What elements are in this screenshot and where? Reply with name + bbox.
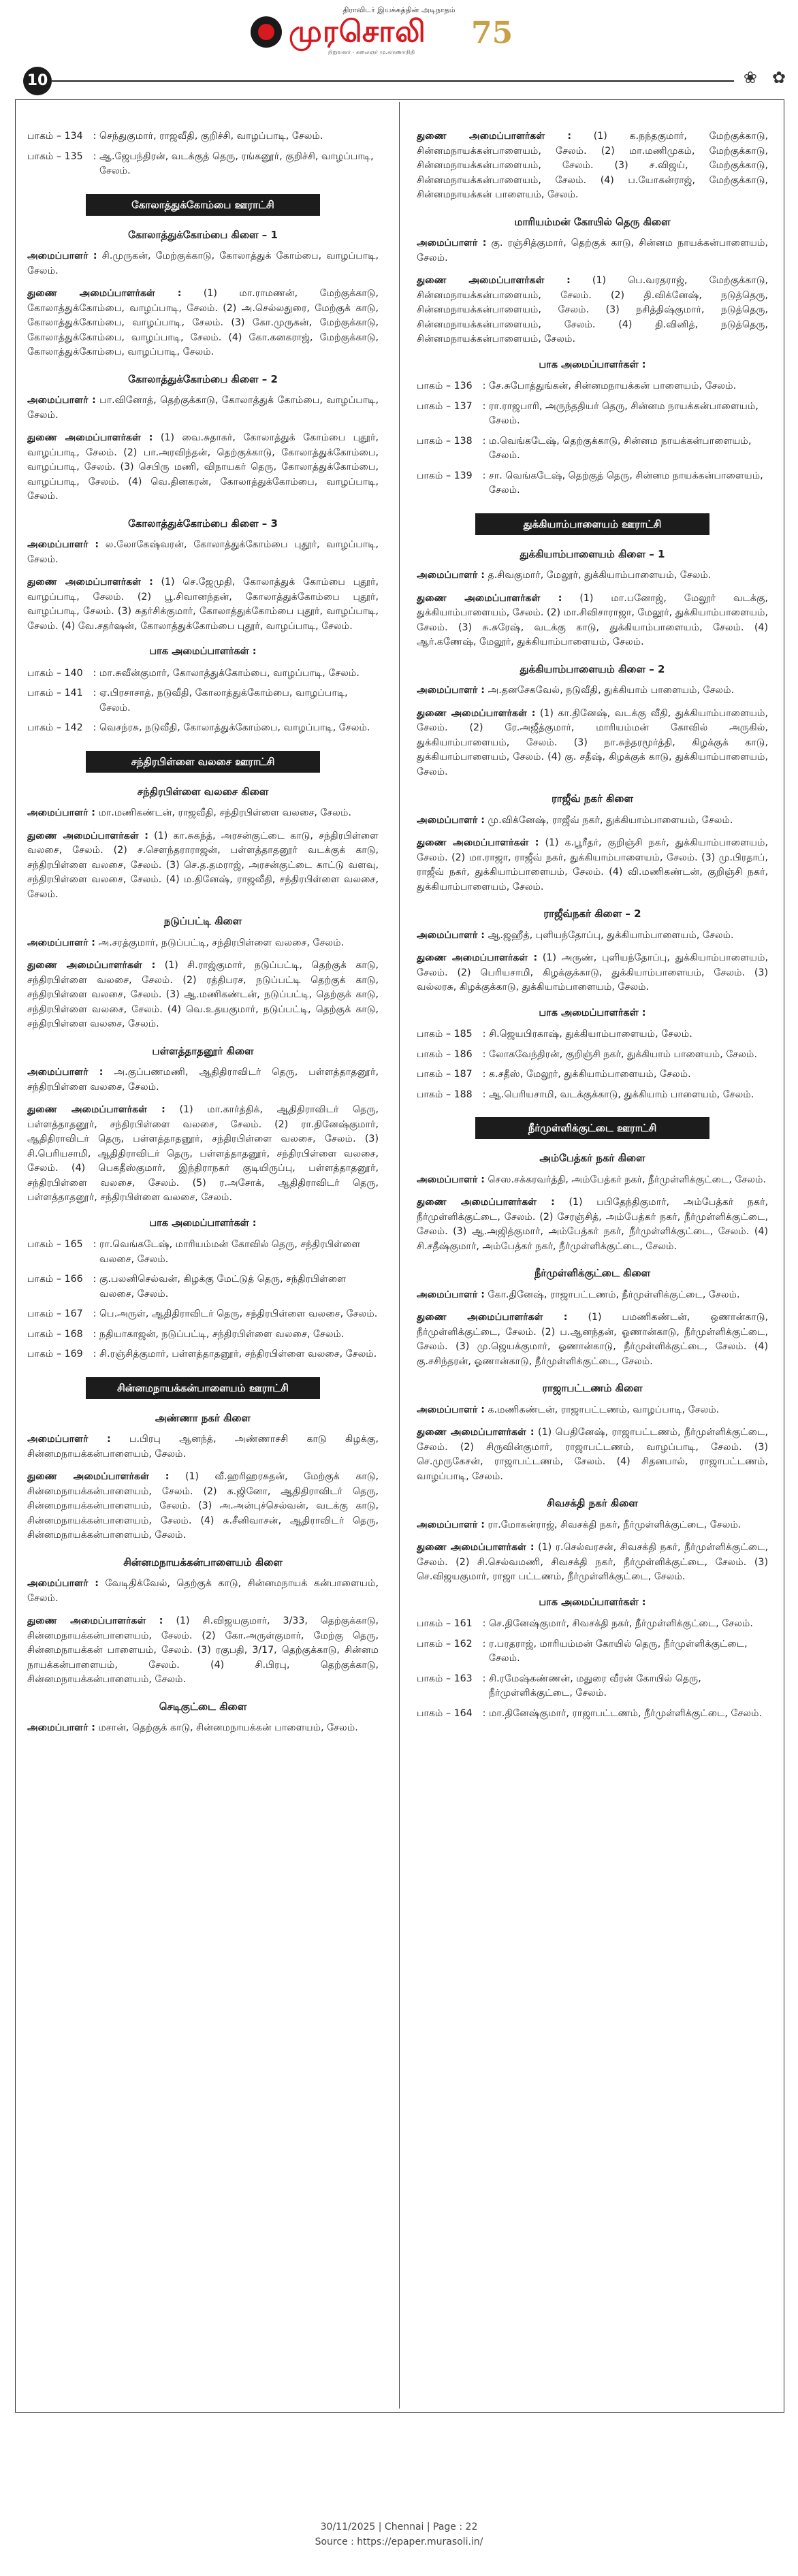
right-column bbox=[417, 129, 768, 1726]
booth-value: சி.ரமேஷ்கண்ணன், மதுரை வீரன் கோயில் தெரு, நீர்முள்ளிக்குட்டை, சேலம். bbox=[489, 1673, 701, 1698]
role-label: அமைப்பாளர் : bbox=[27, 937, 95, 948]
panchayat-heading: துக்கியாம்பாளையம் ஊராட்சி bbox=[475, 513, 709, 535]
ornament-icon-2: ✿ bbox=[771, 68, 786, 87]
separator: : bbox=[482, 1707, 486, 1719]
role-label: துணை அமைப்பாளர்கள் : bbox=[417, 592, 562, 604]
role-label: துணை அமைப்பாளர்கள் : bbox=[27, 432, 153, 443]
separator: : bbox=[93, 150, 97, 162]
organiser-details: (1) வீ.ஹரிஹரசுதன், மேற்குக் காடு, சின்னமநாயக்கன்பாளையம், சேலம். (2) க.ஜினோ, ஆதிதிராவிடர் தெரு, சின்னமநாயக்கன்பாளையம், சேலம். (3) அ.அன்புச்செல்வன், வடக்கு காடு, சின்னமநாயக்கன்பாளையம், சேலம். (4) சு.சீனிவாசன், ஆதிராவிடர் தெரு, சின்னமநாயக்கன்பாளையம், சேலம். bbox=[27, 1471, 379, 1541]
branch-heading: நீர்முள்ளிக்குட்டை கிளை bbox=[534, 1267, 651, 1279]
separator: : bbox=[482, 435, 486, 447]
organiser-entry bbox=[417, 236, 768, 265]
role-label: அமைப்பாளர் : bbox=[417, 929, 485, 941]
role-label: துணை அமைப்பாளர்கள் : bbox=[27, 288, 182, 299]
role-label: அமைப்பாளர் : bbox=[417, 570, 485, 581]
separator: : bbox=[482, 470, 486, 481]
branch-heading: துக்கியாம்பாளையம் கிளை – 1 bbox=[520, 547, 665, 560]
role-label: அமைப்பாளர் : bbox=[27, 1578, 99, 1589]
separator: : bbox=[482, 381, 486, 391]
organiser-entry bbox=[417, 1518, 768, 1533]
organiser-details: மு.விக்னேஷ், ராஜீவ் நகர், துக்கியாம்பாளையம், சேலம். bbox=[488, 814, 733, 826]
column-divider bbox=[399, 102, 400, 2409]
section-subheading: பாக அமைப்பாளர்கள் : bbox=[149, 646, 257, 657]
branch-heading: கோலாத்துக்கோம்பை கிளை – 3 bbox=[128, 517, 278, 530]
newspaper-logo[interactable] bbox=[246, 15, 546, 53]
role-label: துணை அமைப்பாளர்கள் : bbox=[417, 131, 571, 142]
booth-entry bbox=[417, 379, 768, 394]
branch-heading: சிவசக்தி நகர் கிளை bbox=[547, 1497, 638, 1509]
anniversary-badge: 75 bbox=[471, 16, 513, 50]
booth-label: பாகம் – 186 bbox=[417, 1048, 473, 1060]
organiser-details: த.சிவகுமார், மேலூர், துக்கியாம்பாளையம், சேலம். bbox=[488, 570, 712, 581]
organiser-entry bbox=[27, 806, 379, 821]
role-label: அமைப்பாளர் : bbox=[417, 1289, 485, 1300]
section-subheading: பாக அமைப்பாளர்கள் : bbox=[539, 1596, 646, 1608]
role-label: அமைப்பாளர் : bbox=[417, 1404, 485, 1415]
booth-label: பாகம் – 138 bbox=[417, 435, 473, 447]
organiser-entry bbox=[27, 936, 379, 951]
organiser-entry bbox=[417, 1310, 768, 1369]
role-label: அமைப்பாளர் : bbox=[27, 1067, 103, 1078]
booth-entry bbox=[417, 1707, 768, 1722]
organiser-details: கோ.தினேஷ், ராஜாபட்டணம், நீர்முள்ளிக்குட்டை, சேலம். bbox=[488, 1289, 740, 1300]
organiser-details: சி.முருகன், மேற்குக்காடு, கோலாத்துக் கோம்பை, வாழப்பாடி, சேலம். bbox=[27, 251, 379, 276]
separator: : bbox=[482, 1618, 486, 1629]
booth-label: பாகம் – 167 bbox=[27, 1308, 83, 1319]
booth-entry bbox=[417, 469, 768, 498]
organiser-entry bbox=[27, 1721, 379, 1736]
organiser-details: அ.குப்பணமணி, ஆதிதிராவிடர் தெரு, பள்ளத்தாதனூர், சந்திரபிள்ளை வலசை, சேலம். bbox=[27, 1067, 379, 1093]
role-label: அமைப்பாளர் : bbox=[27, 1434, 111, 1445]
organiser-details: (1) மா.பனோஜ், மேலூர் வடக்கு, துக்கியாம்பாளையம், சேலம். (2) மா.சிவிசாராஜா, மேலூர், துக்கியாம்பாளையம், சேலம். (3) சு.சுரேஷ், வடக்கு காடு, துக்கியாம்பாளையம், சேலம். (4) ஆர்.கணேஷ், மேலூர், துக்கியாம்பாளையம், சேலம். bbox=[417, 592, 768, 647]
booth-value: ரா.ராஜபாரி, அருந்ததியர் தெரு, சின்னம நாயக்கன்பாளையம், சேலம். bbox=[489, 400, 759, 426]
organiser-entry bbox=[417, 568, 768, 583]
organiser-details: பா.வினோத், தெற்குக்காடு, கோலாத்துக் கோம்பை, வாழப்பாடி, சேலம். bbox=[27, 395, 379, 421]
organiser-details: (1) க.நந்தகுமார், மேற்குக்காடு, சின்னமநாயக்கன்பாளையம், சேலம். (2) மா.மணிமுகம், மேற்குக்காடு, சின்னமநாயக்கன்பாளையம், சேலம். (3) ச.விஜய், மேற்குக்காடு, சின்னமநாயக்கன்பாளையம், சேலம். (4) ப.யோகன்ராஜ், மேற்குக்காடு, சின்னமநாயக்கன் பாளையம், சேலம். bbox=[417, 131, 768, 200]
organiser-details: (1) மா.ராமணன், மேற்குக்காடு, கோலாத்துக்கோம்பை, வாழப்பாடி, சேலம். (2) அ.செல்லதுரை, மேற்குக் காடு, கோலாத்துக்கோம்பை, வாழப்பாடி, சேலம். (3) கோ.முருகன், மேற்குக்காடு, கோலாத்துக்கோம்பை, வாழப்பாடி, சேலம். (4) கோ.கனகராஜ், மேற்குக்காடு, கோலாத்துக்கோம்பை, வாழப்பாடி, சேலம். bbox=[27, 288, 379, 357]
organiser-details: மா.மணிகண்டன், ராஜவீதி, சந்திரபிள்ளை வலசை, சேலம். bbox=[98, 807, 352, 818]
organiser-details: (1) பமணிகண்டன், ஒணான்காடு, நீர்முள்ளிக்குட்டை, சேலம். (2) ப.ஆனந்தன், ஓணான்காடு, நீர்முள்ளிக்குட்டை, சேலம். (3) மு.ஜெயக்குமார், ஓணான்காடு, நீர்முள்ளிக்குட்டை, சேலம். (4) கு.சசிந்தரன், ஓணான்காடு, நீர்முள்ளிக்குட்டை, சேலம். bbox=[417, 1312, 768, 1367]
organiser-details: மசான், தெற்குக் காடு, சின்னமநாயக்கன் பாளையம், சேலம். bbox=[98, 1722, 358, 1733]
booth-value: சே.சுபோத்துங்கன், சின்னமநாயக்கன் பாளையம், சேலம். bbox=[489, 381, 737, 391]
organiser-entry bbox=[27, 1103, 379, 1206]
booth-label: பாகம் – 134 bbox=[27, 131, 83, 142]
booth-value: சி.ஜெயபிரகாஷ், துக்கியாம்பாளையம், சேலம். bbox=[489, 1029, 692, 1040]
booth-label: பாகம் – 187 bbox=[417, 1069, 473, 1080]
booth-label: பாகம் – 137 bbox=[417, 400, 473, 412]
booth-entry bbox=[27, 129, 379, 144]
booth-label: பாகம் – 165 bbox=[27, 1239, 83, 1250]
organiser-entry bbox=[417, 1403, 768, 1418]
booth-label: பாகம் – 162 bbox=[417, 1638, 473, 1649]
booth-label: பாகம் – 139 bbox=[417, 470, 473, 481]
organiser-details: ப.பிரபு ஆனந்த், அண்ணாசசி காடு கிழக்கு, சின்னமநாயக்கன்பாளையம், சேலம். bbox=[27, 1434, 379, 1460]
booth-value: ஏ.பிரசாசாத், நடுவீதி, கோலாத்துக்கோம்பை, வாழப்பாடி, சேலம். bbox=[99, 688, 348, 713]
organiser-details: ஆ.ஜஹீத், புளியந்தோப்பு, துக்கியாம்பாளையம், சேலம். bbox=[488, 929, 734, 941]
organiser-entry bbox=[27, 1614, 379, 1688]
role-label: அமைப்பாளர் : bbox=[417, 1174, 485, 1185]
separator: : bbox=[482, 400, 486, 412]
section-subheading: பாக அமைப்பாளர்கள் : bbox=[149, 1217, 257, 1229]
booth-value: சி.ரஞ்சித்குமார், பள்ளத்தாதனூர், சந்திரபிள்ளை வலசை, சேலம். bbox=[99, 1349, 377, 1359]
organiser-details: (1) கா.சுகந்த், அரசன்குட்டை காடு, சந்திரபிள்ளை வலசை, சேலம். (2) ச.சௌந்தராராஜன், பள்ளத்தாதனூர் வடக்குக் காடு, சந்திரபிள்ளை வலசை, சேலம். (3) செ.த.தமராஜ், அரசன்குட்டை காட்டு வளவு, சந்திரபிள்ளை வலசை, சேலம். (4) ம.தினேஷ், ராஜவீதி, சந்திரபிள்ளை வலசை, சேலம். bbox=[27, 830, 379, 900]
booth-entry bbox=[417, 1067, 768, 1082]
logo-subtitle: நிறுவனர் - கலைஞர் மு.கருணாநிதி bbox=[328, 49, 415, 55]
separator: : bbox=[482, 1089, 486, 1100]
role-label: துணை அமைப்பாளர்கள் : bbox=[417, 275, 571, 286]
booth-entry bbox=[417, 434, 768, 464]
organiser-entry bbox=[27, 959, 379, 1032]
branch-heading: துக்கியாம்பாளையம் கிளை – 2 bbox=[520, 662, 665, 675]
branch-heading: அண்ணா நகர் கிளை bbox=[155, 1411, 251, 1424]
branch-heading: மாரியம்மன் கோயில் தெரு கிளை bbox=[514, 215, 671, 228]
masthead bbox=[0, 0, 798, 56]
sun-emblem-icon bbox=[251, 16, 282, 48]
role-label: துணை அமைப்பாளர்கள் : bbox=[417, 707, 536, 719]
branch-heading: அம்பேத்கர் நகர் கிளை bbox=[539, 1152, 645, 1164]
booth-entry bbox=[27, 686, 379, 715]
separator: : bbox=[93, 131, 97, 142]
branch-heading: நடுப்பட்டி கிளை bbox=[163, 915, 242, 927]
panchayat-heading: சந்திரபிள்ளை வலசை ஊராட்சி bbox=[86, 751, 320, 773]
logo-title: முரசொலி bbox=[289, 14, 426, 49]
separator: : bbox=[93, 1239, 97, 1250]
booth-value: ரா.வெங்கடேஷ், மாரியம்மன் கோவில் தெரு, சந்திரபிள்ளை வலசை, சேலம். bbox=[99, 1239, 361, 1265]
organiser-details: (1) ர.செல்வரசன், சிவசக்தி நகர், நீர்முள்ளிக்குட்டை, சேலம். (2) சி.செல்வமணி, சிவசக்தி நகர், நீர்முள்ளிக்குட்டை, சேலம். (3) செ.விஜயகுமார், ராஜா பட்டணம், நீர்முள்ளிக்குட்டை, சேலம். bbox=[417, 1542, 768, 1582]
booth-value: கு.பலனிசெல்வன், கிழக்கு மேட்டுத் தெரு, சந்திரபிள்ளை வலசை, சேலம். bbox=[99, 1274, 347, 1300]
role-label: துணை அமைப்பாளர்கள் : bbox=[27, 1615, 163, 1626]
separator: : bbox=[482, 1638, 486, 1649]
separator: : bbox=[482, 1048, 486, 1060]
branch-heading: ராஜீவ் நகர் கிளை bbox=[552, 792, 633, 805]
role-label: துணை அமைப்பாளர்கள் : bbox=[417, 952, 538, 963]
organiser-entry bbox=[27, 1065, 379, 1095]
organiser-entry bbox=[27, 1470, 379, 1543]
separator: : bbox=[93, 667, 97, 679]
panchayat-heading: கோலாத்துக்கோம்பை ஊராட்சி bbox=[86, 194, 320, 216]
booth-entry bbox=[417, 1637, 768, 1667]
branch-heading: செடிகுட்டை கிளை bbox=[159, 1700, 247, 1713]
booth-label: பாகம் – 168 bbox=[27, 1328, 83, 1340]
organiser-entry bbox=[27, 249, 379, 278]
booth-value: பெ.அருள், ஆதிதிராவிடர் தெரு, சந்திரபிள்ளை வலசை, சேலம். bbox=[99, 1308, 378, 1319]
separator: : bbox=[93, 688, 97, 698]
separator: : bbox=[93, 722, 97, 733]
role-label: துணை அமைப்பாளர்கள் : bbox=[417, 1197, 555, 1208]
booth-label: பாகம் – 169 bbox=[27, 1349, 83, 1359]
booth-entry bbox=[27, 721, 379, 736]
branch-heading: சின்னமநாயக்கன்பாளையம் கிளை bbox=[123, 1556, 283, 1568]
organiser-details: (1) செ.ஜேமுதி, கோலாத்துக் கோம்பை புதூர், வாழப்பாடி, சேலம். (2) பூ.சிவானந்தன், கோலாத்துக்கோம்பை புதூர், வாழப்பாடி, சேலம். (3) சுதர்சிக்குமார், கோலாத்துக்கோம்பை புதூர், வாழப்பாடி, சேலம். (4) வே.சதர்ஷன், கோலாத்துக்கோம்பை புதூர், வாழப்பாடி, சேலம். bbox=[27, 577, 379, 632]
organiser-details: (1) வை.சுதாகர், கோலாத்துக் கோம்பை புதூர், வாழப்பாடி, சேலம். (2) பா.அரவிந்தன், தெற்குக்காடு, கோலாத்துக்கோம்பை, வாழப்பாடி, சேலம். (3) செபிரு மணி, விநாயகர் தெரு, கோலாத்துக்கோம்பை, வாழப்பாடி, சேலம். (4) வெ.தினகரன், கோலாத்துக்கோம்பை, வாழப்பாடி, சேலம். bbox=[27, 432, 379, 502]
booth-label: பாகம் – 164 bbox=[417, 1707, 473, 1719]
organiser-entry bbox=[417, 1288, 768, 1303]
organiser-entry bbox=[417, 836, 768, 895]
section-subheading: பாக அமைப்பாளர்கள் : bbox=[539, 1007, 646, 1018]
organiser-entry bbox=[417, 274, 768, 347]
booth-entry bbox=[417, 1048, 768, 1063]
branch-heading: பள்ளத்தாதனூர் கிளை bbox=[152, 1044, 254, 1057]
organiser-details: வேடிதிக்வேல், தெற்குக் காடு, சின்னமநாயக் கன்பாளையம், சேலம். bbox=[27, 1578, 379, 1604]
organiser-entry bbox=[27, 1577, 379, 1606]
branch-heading: சந்திரபிள்ளை வலசை கிளை bbox=[137, 785, 269, 798]
separator: : bbox=[482, 1673, 486, 1684]
booth-entry bbox=[27, 1272, 379, 1302]
booth-value: க.சதீஸ், மேலூர், துக்கியாம்பாளையம், சேலம். bbox=[489, 1069, 691, 1080]
organiser-details: (1) பெ.வரதராஜ், மேற்குக்காடு, சின்னமநாயக்கன்பாளையம், சேலம். (2) தி.விக்னேஷ், நடுத்தெரு, சின்னமநாயக்கன்பாளையம், சேலம். (3) நசித்திஷ்குமார், நடுத்தெரு, சின்னமநாயக்கன்பாளையம், சேலம். (4) தி.வினித், நடுத்தெரு, சின்னமநாயக்கன்பாளையம், சேலம். bbox=[417, 275, 768, 344]
organiser-entry bbox=[27, 287, 379, 360]
separator: : bbox=[93, 1308, 97, 1319]
ornament-icon: ❀ bbox=[743, 68, 757, 87]
masthead-tagline: திராவிடர் இயக்கத்தின் அடிநாதம் bbox=[342, 5, 456, 14]
separator: : bbox=[482, 1029, 486, 1040]
role-label: அமைப்பாளர் : bbox=[417, 1519, 485, 1530]
role-label: துணை அமைப்பாளர்கள் : bbox=[27, 960, 156, 971]
role-label: துணை அமைப்பாளர்கள் : bbox=[27, 1104, 165, 1115]
organiser-entry bbox=[417, 929, 768, 944]
booth-entry bbox=[27, 1347, 379, 1362]
organiser-entry bbox=[27, 829, 379, 903]
role-label: துணை அமைப்பாளர்கள் : bbox=[417, 1542, 534, 1553]
organiser-entry bbox=[417, 814, 768, 828]
branch-heading: ராஜீவ்நகர் கிளை – 2 bbox=[543, 907, 641, 920]
organiser-entry bbox=[417, 707, 768, 780]
organiser-entry bbox=[27, 431, 379, 504]
booth-value: ஆ.ஜேபந்திரன், வடக்குத் தெரு, ரங்கனூர், குறிச்சி, வாழப்பாடி, சேலம். bbox=[99, 150, 374, 176]
branch-heading: கோலாத்துக்கோம்பை கிளை – 2 bbox=[128, 372, 278, 385]
role-label: அமைப்பாளர் : bbox=[27, 251, 97, 261]
role-label: துணை அமைப்பாளர்கள் : bbox=[417, 1312, 568, 1323]
separator: : bbox=[482, 1069, 486, 1080]
role-label: அமைப்பாளர் : bbox=[27, 539, 99, 550]
organiser-details: (1) மா.கார்த்திக், ஆதிதிராவிடர் தெரு, பள்ளத்தாதனூர், சந்திரபிள்ளை வலசை, சேலம். (2) ரா.தினேஷ்குமார், ஆதிதிராவிடர் தெரு, பள்ளத்தாதனூர், சந்திரபிள்ளை வலசை, சேலம். (3) சி.பெரியசாமி, ஆதிதிராவிடர் தெரு, பள்ளத்தாதனூர், சந்திரபிள்ளை வலசை, சேலம். (4) பெகதீஸ்குமார், இந்திராநகர் குடியிருப்பு, பள்ளத்தாதனூர், சந்திரபிள்ளை வலசை, சேலம். (5) ர.அசோக், ஆதிதிராவிடர் தெரு, பள்ளத்தாதனூர், சந்திரபிள்ளை வலசை, சேலம். bbox=[27, 1104, 379, 1203]
organiser-details: க.மணிகண்டன், ராஜாபட்டணம், வாழப்பாடி, சேலம். bbox=[488, 1404, 720, 1415]
organiser-details: (1) பெதினேஷ், ராஜாபட்டணம், நீர்முள்ளிக்குட்டை, சேலம். (2) சிருவின்குமார், ராஜாபட்டணம், வாழப்பாடி, சேலம். (3) செ.முருகேசன், ராஜாபட்டணம், சேலம். (4) சிதனபால், ராஜாபட்டணம், வாழப்பாடி, சேலம். bbox=[417, 1427, 769, 1482]
booth-entry bbox=[27, 666, 379, 681]
booth-entry bbox=[417, 1672, 768, 1701]
organiser-entry bbox=[417, 1173, 768, 1188]
booth-value: ம.வெங்கடேஷ், தெற்குக்காடு, சின்னம நாயக்கன்பாளையம், சேலம். bbox=[489, 435, 752, 461]
booth-label: பாகம் – 135 bbox=[27, 150, 83, 162]
organiser-details: அ.சரத்குமார், நடுப்பட்டி, சந்திரபிள்ளை வலசை, சேலம். bbox=[98, 937, 345, 948]
booth-entry bbox=[417, 1617, 768, 1632]
booth-entry bbox=[27, 1238, 379, 1267]
panchayat-heading: சின்னமநாயக்கன்பாளையம் ஊராட்சி bbox=[86, 1377, 320, 1399]
separator: : bbox=[93, 1274, 97, 1285]
organiser-details: (1) கா.தினேஷ், வடக்கு வீதி, துக்கியாம்பாளையம், சேலம். (2) ரே.அஜீத்குமார், மாரியம்மன் கோவில் அருகில், துக்கியாம்பாளையம், சேலம். (3) நா.சுந்தரமூர்த்தி, கிழக்குக் காடு, துக்கியாம்பாளையம், சேலம். (4) கு. சதீஷ், கிழக்குக் காடு, துக்கியாம்பாளையம், சேலம். bbox=[417, 707, 768, 777]
booth-label: பாகம் – 141 bbox=[27, 688, 83, 698]
role-label: அமைப்பாளர் : bbox=[27, 395, 96, 406]
left-column bbox=[27, 129, 379, 1744]
role-label: துணை அமைப்பாளர்கள் : bbox=[417, 837, 539, 848]
booth-label: பாகம் – 163 bbox=[417, 1673, 473, 1684]
organiser-entry bbox=[417, 592, 768, 650]
booth-entry bbox=[27, 1327, 379, 1342]
booth-label: பாகம் – 142 bbox=[27, 722, 83, 733]
booth-value: செந்துகுமார், ராஜவீதி, குறிச்சி, வாழப்பாடி, சேலம். bbox=[99, 131, 323, 142]
header-rule bbox=[52, 80, 734, 82]
separator: : bbox=[93, 1328, 97, 1340]
booth-entry bbox=[417, 400, 768, 429]
booth-entry bbox=[27, 150, 379, 179]
booth-label: பாகம் – 161 bbox=[417, 1618, 473, 1629]
footer-date-line: 30/11/2025 | Chennai | Page : 22 bbox=[320, 2522, 478, 2532]
booth-entry bbox=[27, 1307, 379, 1322]
organiser-details: (1) சி.ராஜ்குமார், நடுப்பட்டி, தெற்குக் காடு, சந்திரபிள்ளை வலசை, சேலம். (2) ரத்திபரச, நடுப்பட்டி தெற்குக் காடு, சந்திரபிள்ளை வலசை, சேலம். (3) ஆ.மணிகண்டன், நடுப்பட்டி, தெற்குக் காடு, சந்திரபிள்ளை வலசை, சேலம். (4) வெ.உதயகுமார், நடுப்பட்டி, தெற்குக் காடு, சந்திரபிள்ளை வலசை, சேலம். bbox=[27, 960, 379, 1029]
booth-value: மா.சுவீன்குமார், கோலாத்துக்கோம்பை, வாழப்பாடி, சேலம். bbox=[99, 667, 360, 679]
branch-heading: கோலாத்துக்கோம்பை கிளை – 1 bbox=[128, 228, 278, 241]
organiser-entry bbox=[417, 1541, 768, 1585]
role-label: துணை அமைப்பாளர்கள் : bbox=[27, 1471, 170, 1482]
organiser-details: (1) சி.விஜயகுமார், 3/33, தெற்குக்காடு, சின்னமநாயக்கன்பாளையம், சேலம். (2) கோ.அருள்குமார், மேற்கு தெரு, சின்னமநாயக்கன் பாளையம், சேலம். (3) ரகுபதி, 3/17, தெற்குக்காடு, சின்னம நாயக்கன்பாளையம், சேலம். (4) சி.பிரபு, தெற்குக்காடு, சின்னமநாயக்கன்பாளையம், சேலம். bbox=[27, 1615, 379, 1685]
booth-value: சா. வெங்கடேஷ், தெற்குத் தெரு, சின்னம நாயக்கன்பாளையம், சேலம். bbox=[489, 470, 763, 496]
organiser-details: (1) அருண், புளியந்தோப்பு, துக்கியாம்பாளையம், சேலம். (2) பெரியசாமி, கிழக்குக்காடு, துக்கியாம்பாளையம், சேலம். (3) வல்லரசு, கிழக்குக்காடு, துக்கியாம்பாளையம், சேலம். bbox=[417, 952, 769, 993]
footer-source-line: Source : https://epaper.murasoli.in/ bbox=[315, 2537, 483, 2547]
booth-value: மா.தினேஷ்குமார், ராஜாபட்டணம், நீர்முள்ளிக்குட்டை, சேலம். bbox=[489, 1707, 763, 1719]
role-label: அமைப்பாளர் : bbox=[417, 685, 485, 696]
role-label: அமைப்பாளர் : bbox=[417, 238, 487, 248]
organiser-entry bbox=[27, 575, 379, 634]
booth-value: ஆ.பெரியசாமி, வடக்குக்காடு, துக்கியாம் பாளையம், சேலம். bbox=[489, 1089, 754, 1100]
panchayat-heading: நீர்முள்ளிக்குட்டை ஊராட்சி bbox=[475, 1117, 709, 1139]
booth-value: நதியாகாஜன், நடுப்பட்டி, சந்திரபிள்ளை வலசை, சேலம். bbox=[99, 1328, 345, 1340]
booth-value: வெசந்ரசு, நடுவீதி, கோலாத்துக்கோம்பை, வாழப்பாடி, சேலம். bbox=[99, 722, 370, 733]
organiser-entry bbox=[417, 951, 768, 995]
booth-value: லோகவேந்திரன், குறிஞ்சி நகர், துக்கியாம் பாளையம், சேலம். bbox=[489, 1048, 757, 1060]
role-label: அமைப்பாளர் : bbox=[27, 807, 95, 818]
booth-label: பாகம் – 136 bbox=[417, 381, 473, 391]
booth-label: பாகம் – 185 bbox=[417, 1029, 473, 1040]
booth-label: பாகம் – 140 bbox=[27, 667, 83, 679]
organiser-entry bbox=[417, 1195, 768, 1254]
organiser-entry bbox=[27, 1432, 379, 1462]
branch-heading: ராஜாபட்டணம் கிளை bbox=[542, 1382, 643, 1394]
organiser-details: (1) க.பூரீதர், குறிஞ்சி நகர், துக்கியாம்பாளையம், சேலம். (2) மா.ராஜா, ராஜீவ் நகர், துக்கியாம்பாளையம், சேலம். (3) மு.பிரதாப், ராஜீவ் நகர், துக்கியாம்பாளையம், சேலம். (4) வி.மணிகண்டன், குறிஞ்சி நகர், துக்கியாம்பாளையம், சேலம். bbox=[417, 837, 769, 892]
organiser-details: ல.லோகேஷ்வரன், கோலாத்துக்கோம்பை புதூர், வாழப்பாடி, சேலம். bbox=[27, 539, 379, 565]
organiser-details: (1) பபிதேந்திகுமார், அம்பேத்கர் நகர், நீர்முள்ளிக்குட்டை, சேலம். (2) சேரஞ்சித், அம்பேத்கர் நகர், நீர்முள்ளிக்குட்டை, சேலம். (3) ஆ.அஜித்குமார், அம்பேத்கர் நகர், நீர்முள்ளிக்குட்டை, சேலம். (4) சி.சதீஷ்குமார், அம்பேத்கர் நகர், நீர்முள்ளிக்குட்டை, சேலம். bbox=[417, 1197, 768, 1252]
booth-entry bbox=[417, 1027, 768, 1042]
section-subheading: பாக அமைப்பாளர்கள் : bbox=[539, 359, 646, 370]
organiser-entry bbox=[417, 1426, 768, 1484]
organiser-entry bbox=[27, 538, 379, 567]
booth-label: பாகம் – 188 bbox=[417, 1089, 473, 1100]
organiser-details: செஸ.சக்கரவர்த்தி, அம்பேத்கர் நகர், நீர்முள்ளிக்குட்டை, சேலம். bbox=[488, 1174, 767, 1185]
organiser-entry bbox=[417, 129, 768, 203]
organiser-details: ரா.மோகன்ராஜ், சிவசக்தி நகர், நீர்முள்ளிக்குட்டை, சேலம். bbox=[488, 1519, 741, 1530]
organiser-details: அ.தனசேகவேல், நடுவீதி, துக்கியாம் பாளையம், சேலம். bbox=[488, 685, 735, 696]
organiser-entry bbox=[417, 683, 768, 698]
booth-label: பாகம் – 166 bbox=[27, 1274, 83, 1285]
booth-value: ர.பரதராஜ், மாரியம்மன் கோயில் தெரு, நீர்முள்ளிக்குட்டை, சேலம். bbox=[489, 1638, 748, 1664]
organiser-details: கு. ரஞ்சித்குமார், தெற்குக் காடு, சின்னம நாயக்கன்பாளையம், சேலம். bbox=[417, 238, 768, 263]
organiser-entry bbox=[27, 393, 379, 423]
booth-value: செ.தினேஷ்குமார், சிவசக்தி நகர், நீர்முள்ளிக்குட்டை, சேலம். bbox=[489, 1618, 753, 1629]
separator: : bbox=[93, 1349, 97, 1359]
booth-entry bbox=[417, 1088, 768, 1103]
page-number-badge: 10 bbox=[23, 67, 52, 95]
role-label: அமைப்பாளர் : bbox=[417, 814, 485, 826]
role-label: துணை அமைப்பாளர்கள் : bbox=[27, 830, 148, 841]
role-label: துணை அமைப்பாளர்கள் : bbox=[27, 577, 153, 587]
role-label: அமைப்பாளர் : bbox=[27, 1722, 95, 1733]
role-label: துணை அமைப்பாளர்கள் : bbox=[417, 1427, 534, 1438]
